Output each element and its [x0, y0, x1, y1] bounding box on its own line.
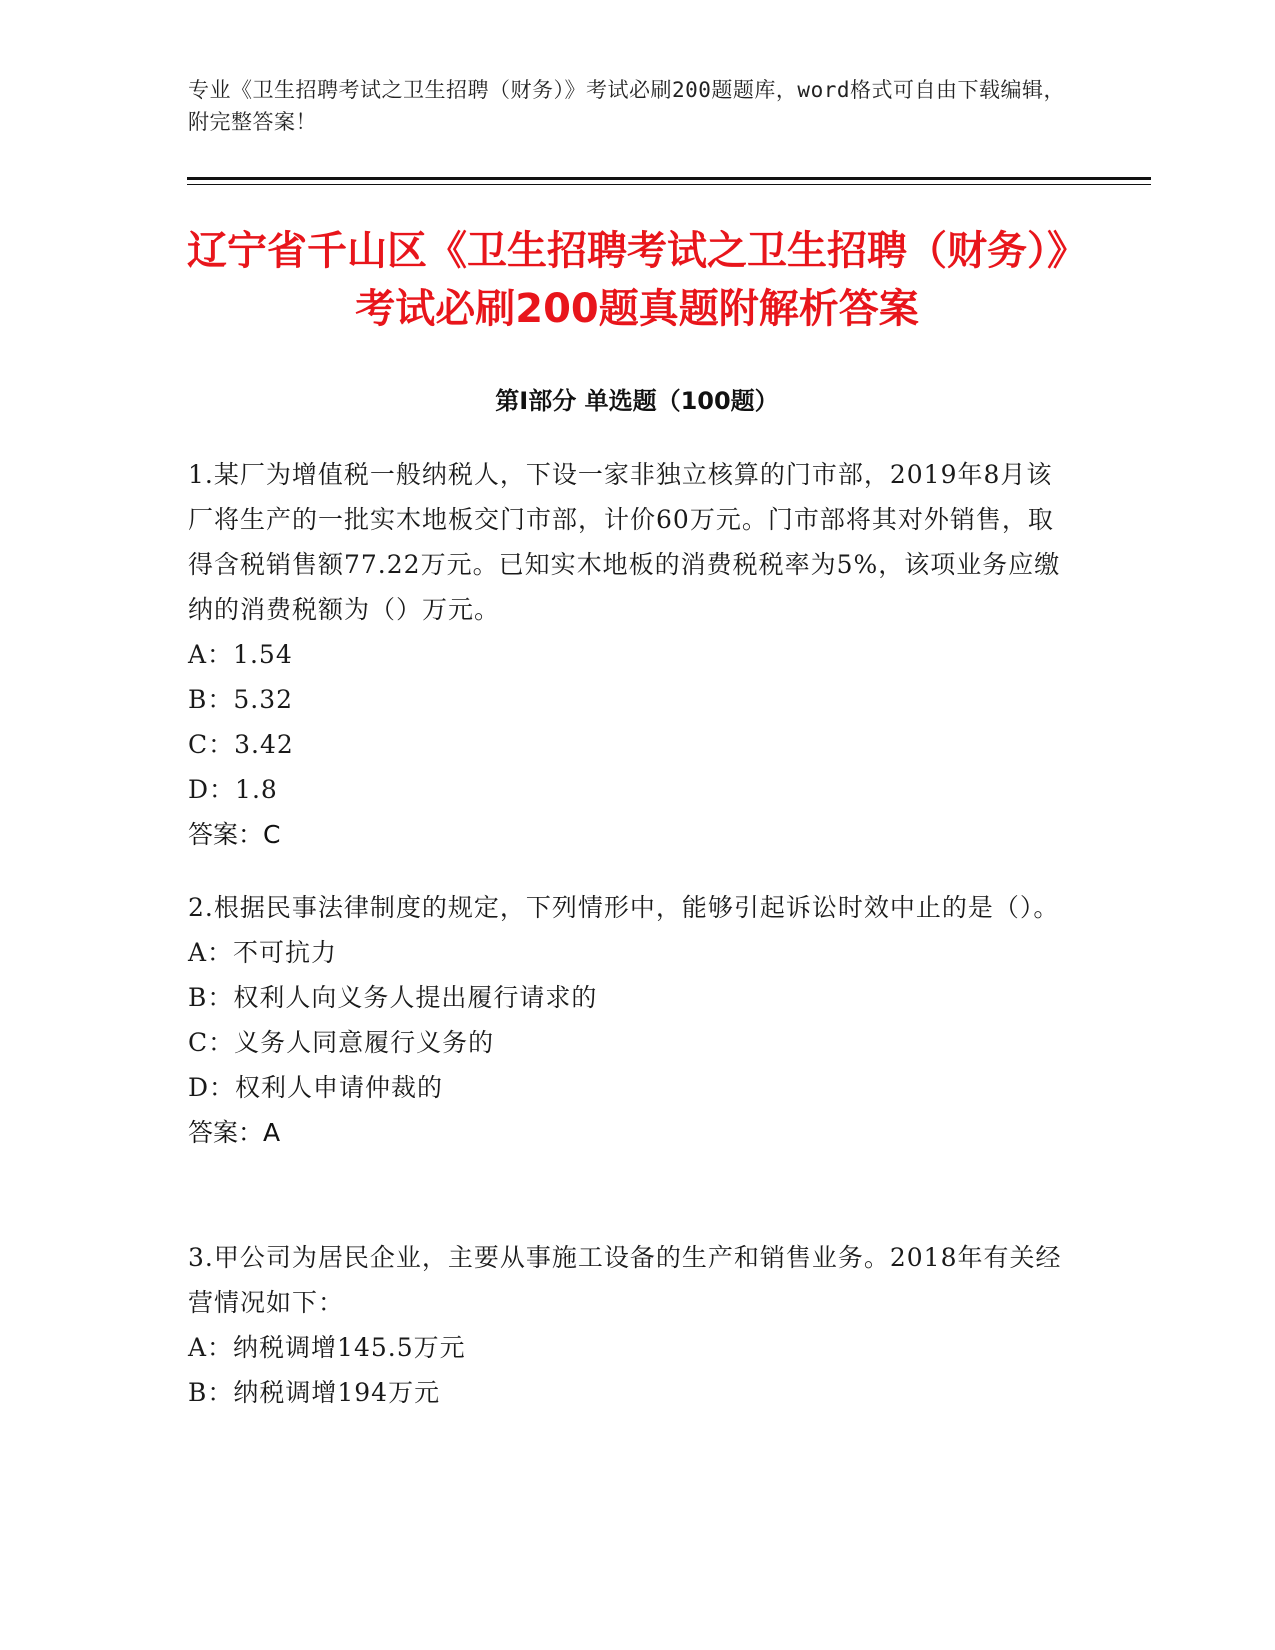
question-2-option-d: D：权利人申请仲裁的 — [188, 1073, 444, 1102]
question-2 — [188, 885, 1068, 1155]
header-divider-thick — [187, 177, 1151, 180]
question-3-stem: 3.甲公司为居民企业，主要从事施工设备的生产和销售业务。2018年有关经营情况如下： — [188, 1243, 1062, 1317]
question-2-option-c: C：义务人同意履行义务的 — [188, 1028, 495, 1057]
question-2-option-a: A：不可抗力 — [188, 938, 338, 967]
question-3-option-b: B：纳税调增194万元 — [188, 1378, 441, 1407]
question-1-option-a: A：1.54 — [188, 640, 293, 669]
section-heading: 第Ⅰ部分 单选题（100题） — [495, 387, 779, 415]
header-note: 专业《卫生招聘考试之卫生招聘（财务）》考试必刷200题题库，word格式可自由下载编辑，附完整答案！ — [188, 78, 1065, 134]
question-1 — [188, 452, 1068, 857]
question-1-option-d: D：1.8 — [188, 775, 278, 804]
question-1-answer: 答案：C — [188, 820, 281, 849]
question-3-option-a: A：纳税调增145.5万元 — [188, 1333, 466, 1362]
header-divider-thin — [187, 184, 1151, 185]
question-1-option-c: C：3.42 — [188, 730, 294, 759]
question-3 — [188, 1235, 1068, 1415]
question-2-option-b: B：权利人向义务人提出履行请求的 — [188, 983, 598, 1012]
question-1-stem: 1.某厂为增值税一般纳税人，下设一家非独立核算的门市部，2019年8月该厂将生产的一批实木地板交门市部，计价60万元。门市部将其对外销售，取得含税销售额77.22万元。已知实木地板的消费税税率为5%，该项业务应缴纳的消费税额为（）万元。 — [188, 460, 1061, 624]
question-2-answer: 答案：A — [188, 1118, 281, 1147]
question-2-stem: 2.根据民事法律制度的规定，下列情形中，能够引起诉讼时效中止的是（）。 — [188, 893, 1060, 922]
question-1-option-b: B：5.32 — [188, 685, 294, 714]
document-title: 辽宁省千山区《卫生招聘考试之卫生招聘（财务）》考试必刷200题真题附解析答案 — [187, 228, 1087, 332]
